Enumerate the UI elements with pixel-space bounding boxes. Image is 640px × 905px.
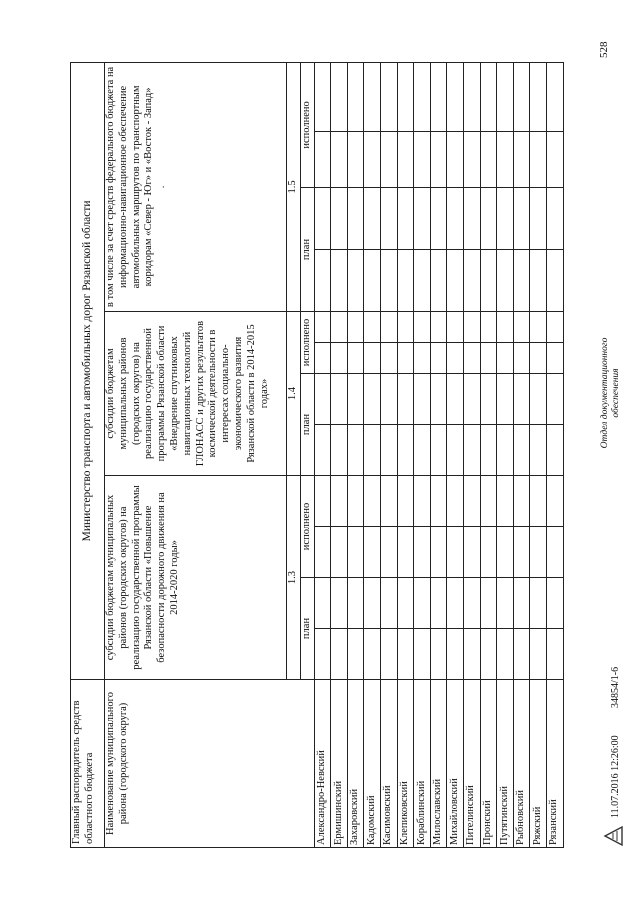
value-cell	[546, 188, 563, 250]
col14-description: субсидии бюджетам муниципальных районов (городских округов) на реализацию государственной программы Рязанской области «Внедрение спутниковых навигационных технологий ГЛОНАСС и других результатов космической деятельности в интересах социально-экономического развития Рязанской области в 2014-2015 годах»	[105, 312, 287, 476]
value-cell	[546, 250, 563, 312]
col15-number: 1.5	[287, 62, 301, 311]
table-row	[347, 62, 364, 847]
value-cell	[513, 476, 530, 527]
value-cell	[497, 188, 514, 250]
value-cell	[530, 578, 547, 629]
value-cell	[364, 527, 381, 578]
value-cell	[380, 250, 397, 312]
value-cell	[331, 425, 348, 476]
value-cell	[314, 374, 331, 425]
value-cell	[380, 476, 397, 527]
print-datetime: 11.07.2016 12:26:00	[610, 735, 621, 818]
district-name-cell: Милославский	[430, 680, 447, 848]
value-cell	[364, 188, 381, 250]
value-cell	[347, 374, 364, 425]
value-cell	[414, 425, 431, 476]
value-cell	[380, 188, 397, 250]
value-cell	[530, 188, 547, 250]
value-cell	[314, 629, 331, 680]
department-stamp	[600, 328, 623, 458]
value-cell	[414, 188, 431, 250]
value-cell	[447, 476, 464, 527]
ministry-name: Министерство транспорта и автомобильных дорог Рязанской области	[71, 62, 105, 679]
value-cell	[397, 476, 414, 527]
value-cell	[480, 312, 497, 343]
value-cell	[414, 476, 431, 527]
value-cell	[414, 343, 431, 374]
value-cell	[480, 527, 497, 578]
value-cell	[546, 374, 563, 425]
value-cell	[463, 132, 480, 188]
value-cell	[447, 374, 464, 425]
value-cell	[447, 578, 464, 629]
value-cell	[497, 425, 514, 476]
value-cell	[347, 629, 364, 680]
value-cell	[331, 250, 348, 312]
col15-done-header: исполнено	[300, 62, 314, 187]
value-cell	[463, 476, 480, 527]
table-row	[314, 62, 331, 847]
value-cell	[463, 629, 480, 680]
value-cell	[513, 578, 530, 629]
document-code: 34854/1-6	[610, 666, 621, 708]
value-cell	[347, 343, 364, 374]
value-cell	[414, 312, 431, 343]
page-footer	[600, 62, 640, 848]
value-cell	[380, 425, 397, 476]
value-cell	[430, 312, 447, 343]
district-name-cell: Александро-Невский	[314, 680, 331, 848]
value-cell	[463, 250, 480, 312]
value-cell	[347, 132, 364, 188]
value-cell	[380, 132, 397, 188]
value-cell	[513, 62, 530, 131]
value-cell	[513, 425, 530, 476]
value-cell	[414, 62, 431, 131]
value-cell	[397, 62, 414, 131]
value-cell	[497, 578, 514, 629]
value-cell	[314, 476, 331, 527]
value-cell	[480, 374, 497, 425]
value-cell	[414, 578, 431, 629]
col13-plan-header: план	[300, 578, 314, 680]
value-cell	[347, 188, 364, 250]
value-cell	[364, 476, 381, 527]
value-cell	[430, 527, 447, 578]
district-name-cell: Путятинский	[497, 680, 514, 848]
value-cell	[331, 132, 348, 188]
value-cell	[414, 132, 431, 188]
value-cell	[364, 578, 381, 629]
value-cell	[414, 374, 431, 425]
value-cell	[347, 62, 364, 131]
value-cell	[380, 374, 397, 425]
district-name-cell: Ермишинский	[331, 680, 348, 848]
district-name-cell: Пронский	[480, 680, 497, 848]
table-row	[331, 62, 348, 847]
value-cell	[447, 188, 464, 250]
value-cell	[414, 250, 431, 312]
value-cell	[397, 374, 414, 425]
value-cell	[347, 476, 364, 527]
value-cell	[347, 527, 364, 578]
value-cell	[530, 476, 547, 527]
value-cell	[480, 578, 497, 629]
value-cell	[480, 188, 497, 250]
value-cell	[546, 476, 563, 527]
stamp-line-1: Отдел документационного	[600, 337, 610, 449]
value-cell	[546, 578, 563, 629]
table-row	[480, 62, 497, 847]
value-cell	[546, 629, 563, 680]
value-cell	[331, 629, 348, 680]
value-cell	[331, 188, 348, 250]
value-cell	[414, 629, 431, 680]
value-cell	[530, 132, 547, 188]
district-name-cell: Михайловский	[447, 680, 464, 848]
value-cell	[447, 250, 464, 312]
document-stamp-logo-icon	[602, 824, 626, 848]
value-cell	[397, 132, 414, 188]
value-cell	[480, 62, 497, 131]
value-cell	[480, 250, 497, 312]
value-cell	[447, 343, 464, 374]
value-cell	[347, 425, 364, 476]
district-name-cell: Ряжский	[530, 680, 547, 848]
col13-done-header: исполнено	[300, 476, 314, 578]
table-row	[530, 62, 547, 847]
distributor-label: Главный распорядитель средств областного бюджета	[71, 680, 105, 848]
value-cell	[447, 629, 464, 680]
value-cell	[380, 629, 397, 680]
district-name-cell: Пителинский	[463, 680, 480, 848]
value-cell	[331, 312, 348, 343]
budget-table	[70, 62, 564, 848]
table-row	[364, 62, 381, 847]
value-cell	[364, 62, 381, 131]
value-cell	[546, 312, 563, 343]
value-cell	[463, 527, 480, 578]
value-cell	[397, 425, 414, 476]
value-cell	[314, 132, 331, 188]
district-name-cell: Касимовский	[380, 680, 397, 848]
value-cell	[463, 425, 480, 476]
district-name-cell: Рыбновский	[513, 680, 530, 848]
district-name-cell: Захаровский	[347, 680, 364, 848]
value-cell	[397, 343, 414, 374]
value-cell	[397, 527, 414, 578]
value-cell	[430, 629, 447, 680]
value-cell	[480, 425, 497, 476]
value-cell	[497, 476, 514, 527]
value-cell	[331, 578, 348, 629]
value-cell	[463, 188, 480, 250]
value-cell	[497, 250, 514, 312]
value-cell	[530, 343, 547, 374]
value-cell	[513, 312, 530, 343]
value-cell	[314, 343, 331, 374]
value-cell	[497, 62, 514, 131]
col14-number: 1.4	[287, 312, 301, 476]
value-cell	[546, 343, 563, 374]
value-cell	[546, 62, 563, 131]
value-cell	[364, 132, 381, 188]
table-row	[463, 62, 480, 847]
value-cell	[314, 425, 331, 476]
col15-plan-header: план	[300, 188, 314, 312]
value-cell	[513, 343, 530, 374]
value-cell	[314, 527, 331, 578]
col13-description: субсидии бюджетам муниципальных районов (городских округов) на реализацию государственной программы Рязанской области «Повышение безопасности дорожного движения на 2014-2020 годы»	[105, 476, 287, 680]
value-cell	[331, 62, 348, 131]
value-cell	[397, 188, 414, 250]
value-cell	[397, 250, 414, 312]
value-cell	[314, 312, 331, 343]
stamp-line-2: обеспечения	[611, 368, 622, 418]
col14-done-header: исполнено	[300, 312, 314, 374]
value-cell	[430, 188, 447, 250]
rotated-table-sheet	[70, 62, 622, 848]
value-cell	[430, 476, 447, 527]
value-cell	[480, 476, 497, 527]
table-row	[546, 62, 563, 847]
value-cell	[397, 578, 414, 629]
value-cell	[397, 629, 414, 680]
value-cell	[314, 250, 331, 312]
value-cell	[447, 312, 464, 343]
value-cell	[463, 343, 480, 374]
district-name-cell: Рязанский	[546, 680, 563, 848]
value-cell	[530, 250, 547, 312]
value-cell	[497, 374, 514, 425]
value-cell	[430, 250, 447, 312]
value-cell	[463, 312, 480, 343]
table-body	[314, 62, 563, 847]
col14-plan-header: план	[300, 374, 314, 476]
value-cell	[513, 374, 530, 425]
value-cell	[331, 374, 348, 425]
value-cell	[480, 132, 497, 188]
value-cell	[430, 62, 447, 131]
value-cell	[314, 188, 331, 250]
value-cell	[430, 343, 447, 374]
value-cell	[530, 62, 547, 131]
value-cell	[546, 132, 563, 188]
page-number: 528	[598, 41, 610, 58]
value-cell	[380, 527, 397, 578]
value-cell	[314, 62, 331, 131]
value-cell	[380, 62, 397, 131]
value-cell	[364, 374, 381, 425]
value-cell	[364, 343, 381, 374]
value-cell	[447, 62, 464, 131]
value-cell	[530, 527, 547, 578]
value-cell	[347, 578, 364, 629]
district-name-cell: Кадомский	[364, 680, 381, 848]
value-cell	[430, 132, 447, 188]
value-cell	[530, 425, 547, 476]
value-cell	[331, 343, 348, 374]
table-row	[397, 62, 414, 847]
value-cell	[447, 527, 464, 578]
district-label: Наименование муниципального района (городского округа)	[105, 680, 315, 848]
value-cell	[430, 425, 447, 476]
value-cell	[347, 250, 364, 312]
table-row	[447, 62, 464, 847]
value-cell	[530, 374, 547, 425]
col15-description	[105, 62, 287, 311]
value-cell	[513, 527, 530, 578]
value-cell	[447, 425, 464, 476]
value-cell	[497, 132, 514, 188]
value-cell	[463, 578, 480, 629]
value-cell	[364, 250, 381, 312]
district-name-cell: Клепиковский	[397, 680, 414, 848]
value-cell	[380, 578, 397, 629]
value-cell	[463, 374, 480, 425]
value-cell	[513, 629, 530, 680]
value-cell	[497, 629, 514, 680]
table-row	[513, 62, 530, 847]
value-cell	[480, 629, 497, 680]
col15-description-text: в том числе за счет средств федерального бюджета на информационно-навигационное обеспечение автомобильных маршрутов по транспортным коридорам «Север - Юг» и «Восток - Запад»	[105, 66, 155, 308]
value-cell	[364, 312, 381, 343]
value-cell	[530, 312, 547, 343]
value-cell	[497, 343, 514, 374]
value-cell	[463, 62, 480, 131]
value-cell	[430, 374, 447, 425]
value-cell	[414, 527, 431, 578]
value-cell	[447, 132, 464, 188]
value-cell	[430, 578, 447, 629]
value-cell	[380, 343, 397, 374]
value-cell	[513, 132, 530, 188]
value-cell	[347, 312, 364, 343]
district-name-cell: Кораблинский	[414, 680, 431, 848]
value-cell	[546, 527, 563, 578]
table-row	[380, 62, 397, 847]
value-cell	[331, 527, 348, 578]
value-cell	[530, 629, 547, 680]
value-cell	[480, 343, 497, 374]
value-cell	[497, 312, 514, 343]
value-cell	[380, 312, 397, 343]
value-cell	[497, 527, 514, 578]
table-row	[497, 62, 514, 847]
col13-number: 1.3	[287, 476, 301, 680]
value-cell	[364, 629, 381, 680]
table-row	[430, 62, 447, 847]
stray-dot: .	[156, 185, 168, 189]
table-row	[414, 62, 431, 847]
value-cell	[364, 425, 381, 476]
value-cell	[314, 578, 331, 629]
value-cell	[331, 476, 348, 527]
value-cell	[397, 312, 414, 343]
value-cell	[513, 250, 530, 312]
value-cell	[513, 188, 530, 250]
value-cell	[546, 425, 563, 476]
